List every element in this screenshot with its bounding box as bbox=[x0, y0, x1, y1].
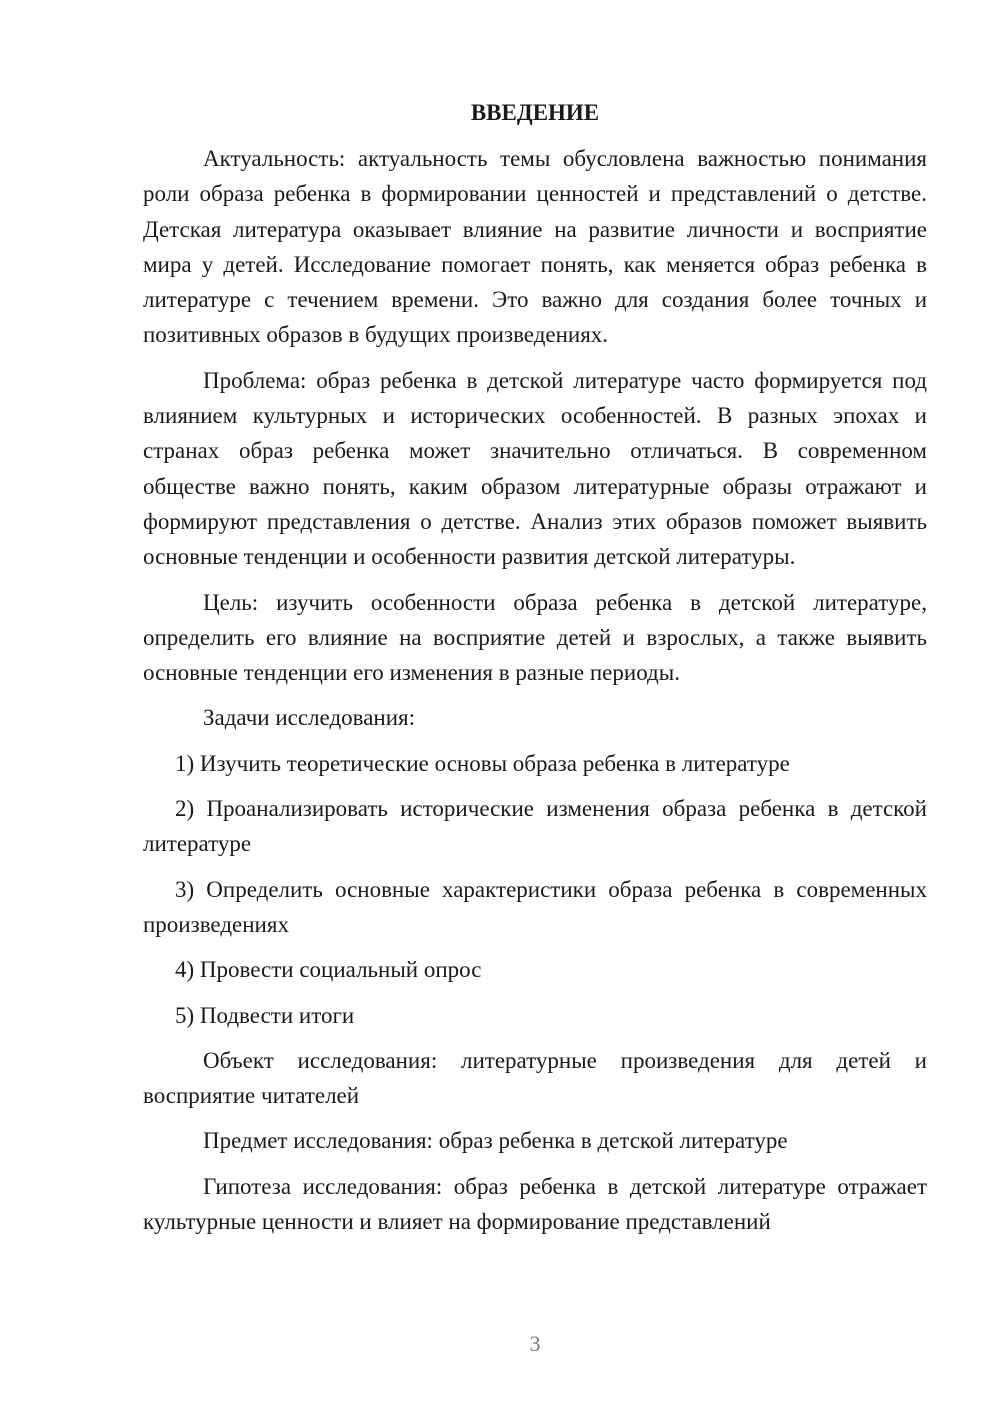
task-item: 2) Проанализировать исторические изменения образа ребенка в детской литературе bbox=[143, 796, 927, 857]
problem-paragraph: Проблема: образ ребенка в детской литературе часто формируется под влиянием культурных и исторических особенностей. В разных эпохах и странах образ ребенка может значительно отличаться. В современном обществе важно понять, каким образом литературные образы отражают и формируют представления о детстве. Анализ этих образов поможет выявить основные тенденции и особенности развития детской литературы. bbox=[143, 367, 927, 570]
section-heading: ВВЕДЕНИЕ bbox=[470, 100, 600, 125]
page-number: 3 bbox=[529, 1331, 541, 1356]
task-item: 5) Подвести итоги bbox=[175, 1002, 355, 1028]
goal-paragraph: Цель: изучить особенности образа ребенка в детской литературе, определить его влияние на восприятие детей и взрослых, а также выявить основные тенденции его изменения в разные периоды. bbox=[143, 589, 927, 686]
relevance-paragraph: Актуальность: актуальность темы обусловлена важностью понимания роли образа ребенка в формировании ценностей и представлений о детстве. Детская литература оказывает влияние на развитие личности и восприятие мира у детей. Исследование помогает понять, как меняется образ ребенка в литературе с течением времени. Это важно для создания более точных и позитивных образов в будущих произведениях. bbox=[143, 146, 927, 348]
object-paragraph: Объект исследования: литературные произведения для детей и восприятие читателей bbox=[143, 1047, 927, 1109]
hypothesis-paragraph: Гипотеза исследования: образ ребенка в детской литературе отражает культурные ценности и влияет на формирование представлений bbox=[143, 1173, 927, 1235]
page-body bbox=[143, 95, 927, 1249]
subject-paragraph: Предмет исследования: образ ребенка в детской литературе bbox=[203, 1128, 788, 1154]
task-item: 4) Провести социальный опрос bbox=[175, 957, 482, 983]
task-item: 3) Определить основные характеристики образа ребенка в современных произведениях bbox=[143, 876, 927, 937]
tasks-heading-paragraph: Задачи исследования: bbox=[203, 705, 416, 731]
task-item: 1) Изучить теоретические основы образа ребенка в литературе bbox=[175, 750, 790, 776]
